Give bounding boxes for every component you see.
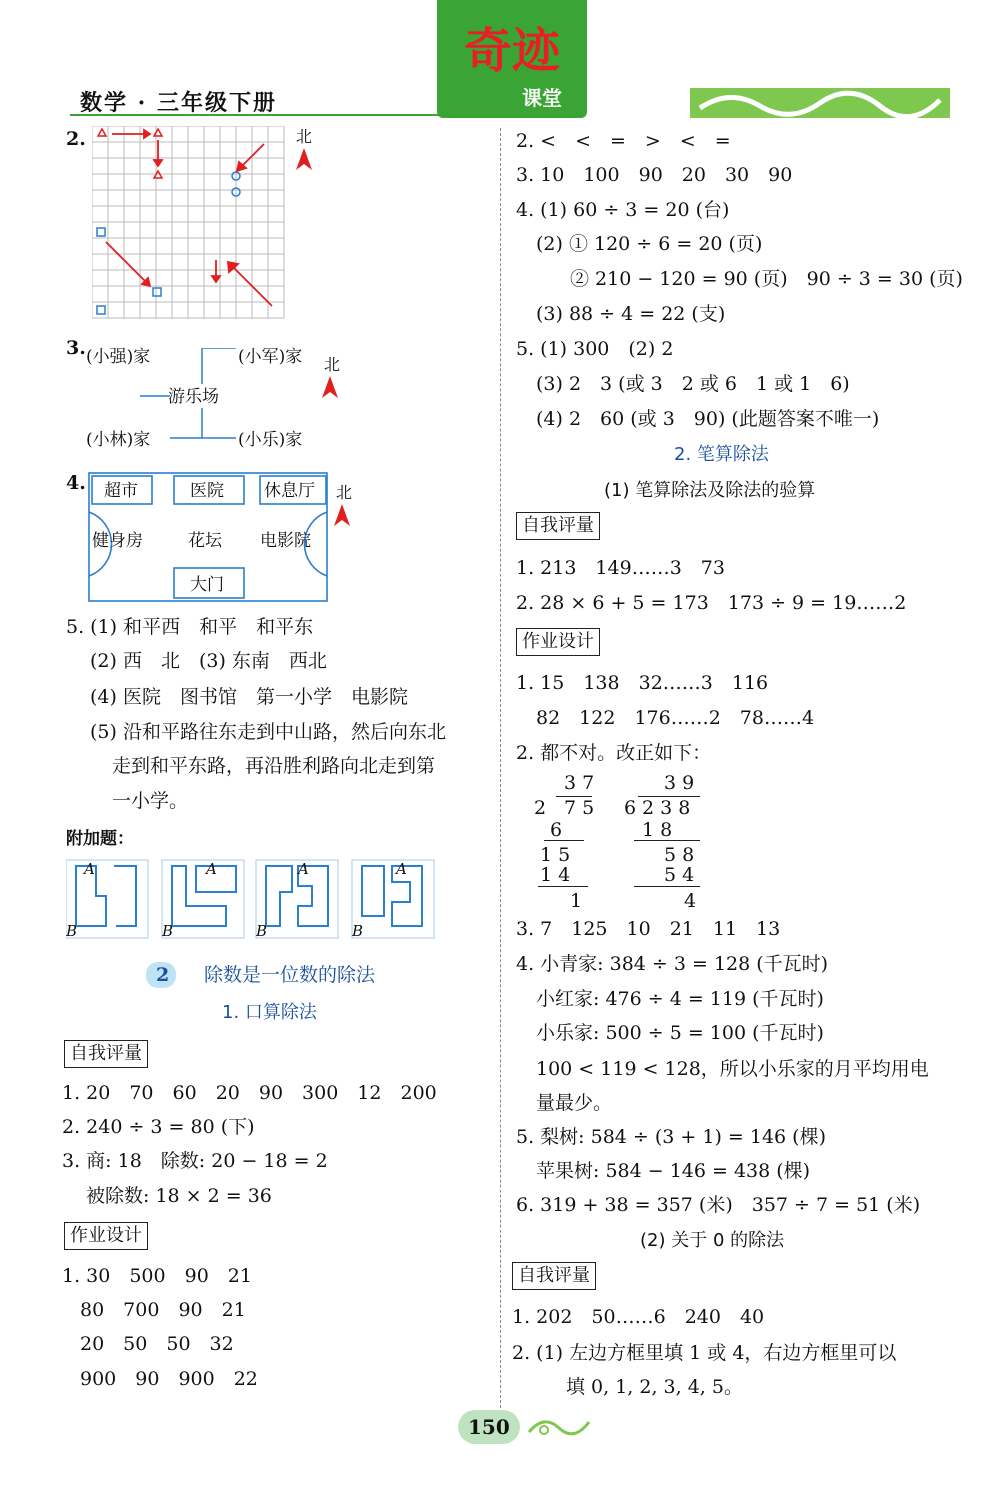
svg-text:B: B [256,922,268,940]
cinema-label: 电影院 [260,531,311,551]
north-label-2: 北 [324,355,341,374]
r-end-line-3: 填 0, 1, 2, 3, 4, 5。 [566,1376,743,1398]
div2-bar [638,796,700,797]
route-lines-3 [140,348,240,444]
r-line-1: 2. < < = > < = [516,130,731,152]
q4-label: 4. [66,472,86,494]
extra-question-label: 附加题： [66,829,134,849]
extra-grid-diagrams [66,856,446,942]
div1-rule-2 [538,886,588,887]
lounge-label: 休息厅 [264,481,315,501]
q5-line-4: (5) 沿和平路往东走到中山路，然后向东北 [90,721,446,743]
r-se-line-2: 2. 28 × 6 + 5 = 173 173 ÷ 9 = 19……2 [516,592,907,614]
r-line-9: (4) 2 60 (或 3 90) (此题答案不唯一) [536,408,880,430]
div2-rule-1 [634,840,700,841]
north-arrow-icon [334,504,350,526]
r-mid-line-9: 6. 319 + 38 = 357 (米) 357 ÷ 7 = 51 (米) [516,1194,921,1216]
north-arrow-icon [296,148,312,170]
xiaojun-home: (小军)家 [238,347,303,367]
supermarket-label: 超市 [104,481,138,501]
se-line-4: 被除数: 18 × 2 = 36 [86,1185,272,1207]
homework-box-r: 作业设计 [516,628,600,656]
logo-sub-text: 课堂 [522,86,562,110]
svg-text:B: B [352,922,364,940]
div1-step-3: 1 4 [540,864,571,886]
svg-text:B: B [162,922,174,940]
r-line-8: (3) 2 3 (或 3 2 或 6 1 或 1 6) [536,373,850,395]
north-arrow-icon [322,376,338,398]
section-2a-title: (1) 笔算除法及除法的验算 [604,480,816,501]
r-mid-line-8: 苹果树: 584 − 146 = 438 (棵) [536,1160,811,1182]
r-mid-line-5: 100 < 119 < 128，所以小乐家的月平均用电 [536,1058,929,1080]
book-title: 数学 · 三年级下册 [80,90,277,116]
se-line-2: 2. 240 ÷ 3 = 80 (下) [62,1116,255,1138]
div2-dividend: 2 3 8 [642,797,691,819]
se-line-3: 3. 商: 18 除数: 20 − 18 = 2 [62,1150,328,1172]
self-eval-box-r2: 自我评量 [512,1262,596,1290]
section-2-title: 2. 笔算除法 [674,444,769,465]
div1-step-1: 6 [550,819,563,841]
r-mid-line-4: 小乐家: 500 ÷ 5 = 100 (千瓦时) [536,1022,824,1044]
div2-step-3: 5 4 [664,864,695,886]
hw-line-1: 1. 30 500 90 21 [62,1265,252,1287]
hw-line-2: 80 700 90 21 [80,1299,246,1321]
svg-text:A: A [298,860,309,878]
self-eval-box-r: 自我评量 [516,512,600,540]
div1-remainder: 1 [570,890,583,912]
decorative-vine [690,88,950,124]
div2-step-1: 1 8 [642,819,673,841]
column-divider [500,128,501,1433]
header-rule [70,114,440,116]
div1-divisor: 2 [534,797,547,819]
div2-rule-2 [634,886,700,887]
homework-box: 作业设计 [64,1222,148,1250]
div2-remainder: 4 [684,890,697,912]
xiaole-home: (小乐)家 [238,430,303,450]
page-header [0,0,1000,125]
page-number: 150 [468,1415,510,1439]
div2-step-2: 5 8 [664,844,695,866]
hw-line-4: 900 90 900 22 [80,1368,258,1390]
r-end-line-2: 2. (1) 左边方框里填 1 或 4，右边方框里可以 [512,1342,897,1364]
r-mid-line-2: 4. 小青家: 384 ÷ 3 = 128 (千瓦时) [516,953,829,975]
north-label-1: 北 [296,127,313,146]
logo-main-text: 奇迹 [463,23,560,79]
r-hw-line-1: 1. 15 138 32……3 116 [516,672,769,694]
r-mid-line-3: 小红家: 476 ÷ 4 = 119 (千瓦时) [536,988,824,1010]
q5-line-1: 5. (1) 和平西 和平 和平东 [66,616,314,638]
q2-label: 2. [66,128,86,150]
grid-diagram-1 [92,126,292,322]
r-line-7: 5. (1) 300 (2) 2 [516,338,674,360]
r-mid-line-6: 量最少。 [536,1092,613,1114]
section-2b-title: (2) 关于 0 的除法 [640,1230,785,1251]
q5-line-2: (2) 西 北 (3) 东南 西北 [90,650,327,672]
xiaoqiang-home: (小强)家 [86,347,151,367]
xiaolin-home: (小林)家 [86,430,151,450]
svg-text:A: A [396,860,407,878]
flower-bed-label: 花坛 [188,531,222,551]
hospital-label: 医院 [190,481,224,501]
div2-quotient: 3 9 [664,772,695,794]
north-label-3: 北 [336,483,353,502]
r-line-6: (3) 88 ÷ 4 = 22 (支) [536,303,726,325]
div1-dividend: 7 5 [564,797,595,819]
div1-quotient: 3 7 [564,772,595,794]
r-line-5: ② 210 − 120 = 90 (页) 90 ÷ 3 = 30 (页) [570,268,963,290]
se-line-1: 1. 20 70 60 20 90 300 12 200 [62,1082,437,1104]
div1-step-2: 1 5 [540,844,571,866]
swirl-ornament-icon [524,1412,594,1442]
q5-line-6: 一小学。 [112,790,189,812]
r-line-4: (2) ① 120 ÷ 6 = 20 (页) [536,233,763,255]
park-label: 游乐场 [168,387,219,407]
r-hw-line-3: 2. 都不对。改正如下： [516,742,712,764]
svg-text:A: A [206,860,217,878]
svg-text:B: B [66,922,78,940]
subsection-title: 1. 口算除法 [222,1002,317,1023]
gate-label: 大门 [190,575,224,595]
svg-text:A: A [84,860,95,878]
q5-line-5: 走到和平东路，再沿胜利路向北走到第 [112,755,436,777]
r-hw-line-2: 82 122 176……2 78……4 [536,707,815,729]
r-mid-line-7: 5. 梨树: 584 ÷ (3 + 1) = 146 (棵) [516,1126,827,1148]
div1-rule-1 [544,840,584,841]
section-number: 2 [156,964,170,986]
div1-bar [556,796,592,797]
gym-label: 健身房 [92,531,143,551]
q5-line-3: (4) 医院 图书馆 第一小学 电影院 [90,686,408,708]
section-title: 除数是一位数的除法 [204,964,376,986]
r-line-3: 4. (1) 60 ÷ 3 = 20 (台) [516,199,730,221]
r-end-line-1: 1. 202 50……6 240 40 [512,1306,765,1328]
r-se-line-1: 1. 213 149……3 73 [516,557,725,579]
brand-logo [437,0,587,118]
r-line-2: 3. 10 100 90 20 30 90 [516,164,793,186]
q3-label: 3. [66,337,86,359]
r-mid-line-1: 3. 7 125 10 21 11 13 [516,918,781,940]
self-eval-box: 自我评量 [64,1040,148,1068]
div2-divisor: 6 [624,797,637,819]
hw-line-3: 20 50 50 32 [80,1333,234,1355]
